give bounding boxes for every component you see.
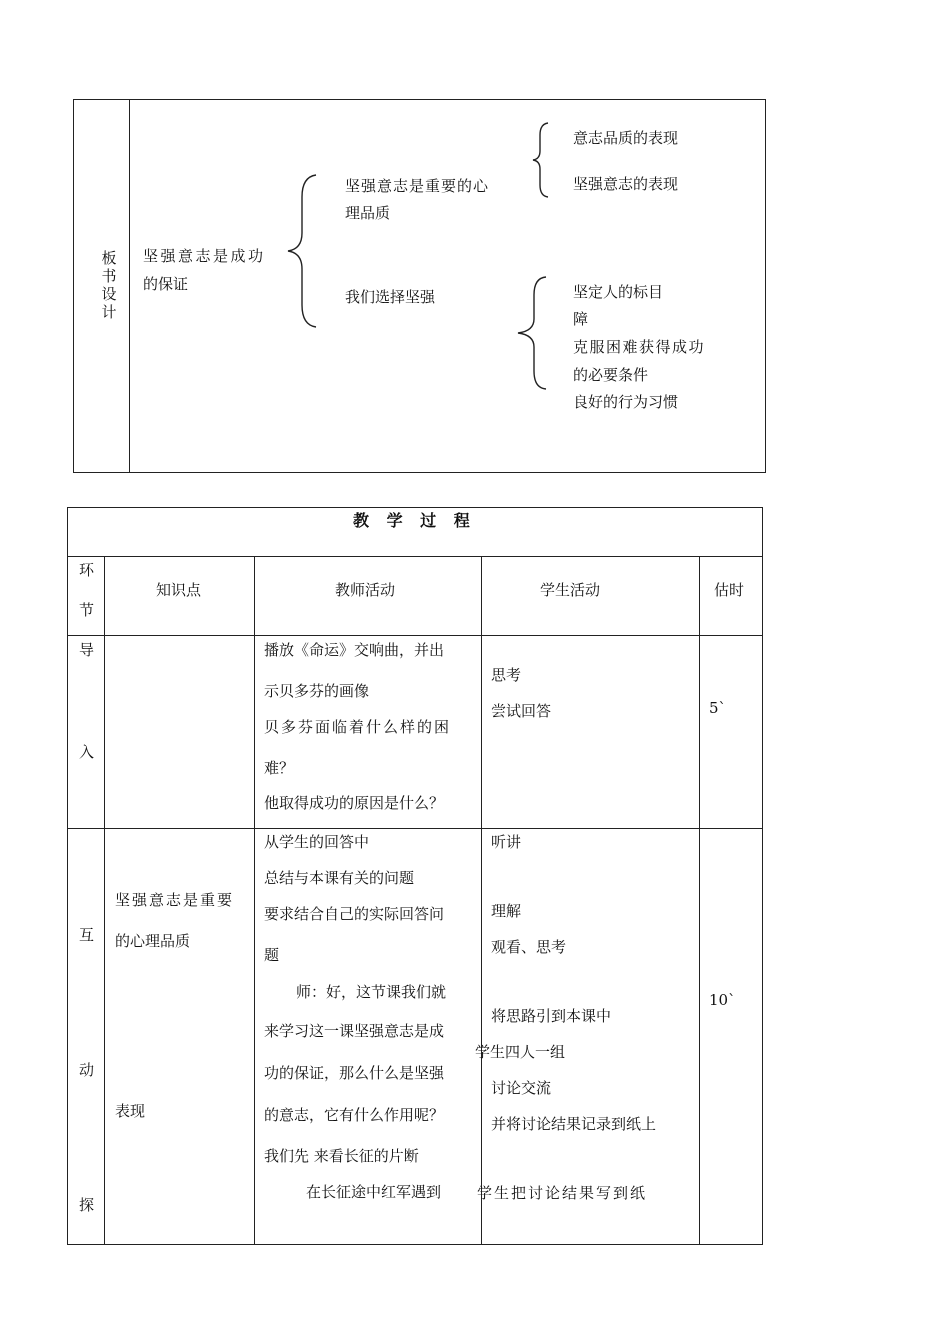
branch1-line2: 理品质 [345,204,391,222]
header-top-line [67,556,763,557]
branch1-item1: 意志品质的表现 [573,129,679,147]
row2-teacher-line: 要求结合自己的实际回答问 [264,905,445,923]
col-divider-3 [481,556,482,1245]
row2-teacher-line: 功的保证，那么什么是坚强 [264,1064,445,1082]
branch2-item5: 良好的行为习惯 [573,393,679,411]
branch2-item3: 克服困难获得成功 [573,338,706,356]
row2-knowledge-line: 表现 [115,1102,146,1120]
row1-teacher-line: 他取得成功的原因是什么？ [264,794,445,812]
header-section-char: 节 [79,601,95,619]
board-label-char: 书 [101,267,117,285]
branch2-item2: 障 [573,310,589,328]
row1-time: 5` [709,699,727,717]
row1-teacher-line: 播放《命运》交响曲，并出 [264,641,445,659]
row2-section-char: 互 [79,926,95,944]
col-divider-2 [254,556,255,1245]
row2-teacher-line: 总结与本课有关的问题 [264,869,415,887]
row2-student-line: 听讲 [491,833,522,851]
board-label-char: 设 [101,285,117,303]
row1-section-char: 导 [79,641,95,659]
header-knowledge: 知识点 [156,581,202,599]
branch1-item2: 坚强意志的表现 [573,175,679,193]
row2-time: 10` [709,991,736,1009]
header-section-char: 环 [79,561,95,579]
row2-student-line: 学生把讨论结果写到纸 [477,1184,648,1202]
row2-teacher-line: 的意志，它有什么作用呢？ [264,1106,445,1124]
row2-knowledge-line: 的心理品质 [115,932,191,950]
row2-student-line: 将思路引到本课中 [491,1007,612,1025]
board-label-char: 板 [101,249,117,267]
header-bottom-line [67,635,763,636]
row2-student-line: 观看、思考 [491,938,567,956]
row2-knowledge-line: 坚强意志是重要 [115,891,235,909]
branch1-line1: 坚强意志是重要的心 [345,177,490,195]
row2-teacher-line: 我们先 来看长征的片断 [264,1147,419,1165]
row2-student-line: 并将讨论结果记录到纸上 [491,1115,657,1133]
branch2-brace [514,275,550,391]
row1-teacher-line: 示贝多芬的画像 [264,682,370,700]
board-main-line2: 的保证 [143,275,189,293]
row1-student-line: 尝试回答 [491,702,552,720]
row2-section-char: 探 [79,1196,95,1214]
row2-teacher-line: 在长征途中红军遇到 [306,1183,442,1201]
row1-teacher-line: 贝多芬面临着什么样的困 [264,718,452,736]
header-teacher: 教师活动 [335,581,396,599]
process-table [67,507,763,1245]
branch2-item4: 的必要条件 [573,366,649,384]
board-main-line1: 坚强意志是成功 [143,247,266,265]
branch1-brace [530,121,552,199]
branch2-label: 我们选择坚强 [345,288,436,306]
board-label [96,249,122,321]
row2-teacher-line: 从学生的回答中 [264,833,370,851]
header-time: 估时 [714,581,745,599]
col-divider-1 [104,556,105,1245]
row2-section-char: 动 [79,1061,95,1079]
row1-teacher-line: 难？ [264,759,295,777]
row2-teacher-line: 来学习这一课坚强意志是成 [264,1022,445,1040]
row1-section-char: 入 [79,743,95,761]
row2-teacher-line: 题 [264,946,280,964]
row2-teacher-line: 师：好，这节课我们就 [296,983,447,1001]
row1-bottom-line [67,828,763,829]
row2-student-line: 讨论交流 [491,1079,552,1097]
row2-student-line: 学生四人一组 [475,1043,566,1061]
board-divider [129,99,130,473]
process-title: 教 学 过 程 [353,511,476,530]
col-divider-4 [699,556,700,1245]
branch2-item1: 坚定人的标目 [573,283,664,301]
header-student: 学生活动 [540,581,601,599]
row2-student-line: 理解 [491,902,522,920]
row1-student-line: 思考 [491,666,522,684]
board-label-char: 计 [101,303,117,321]
main-brace [284,173,320,329]
